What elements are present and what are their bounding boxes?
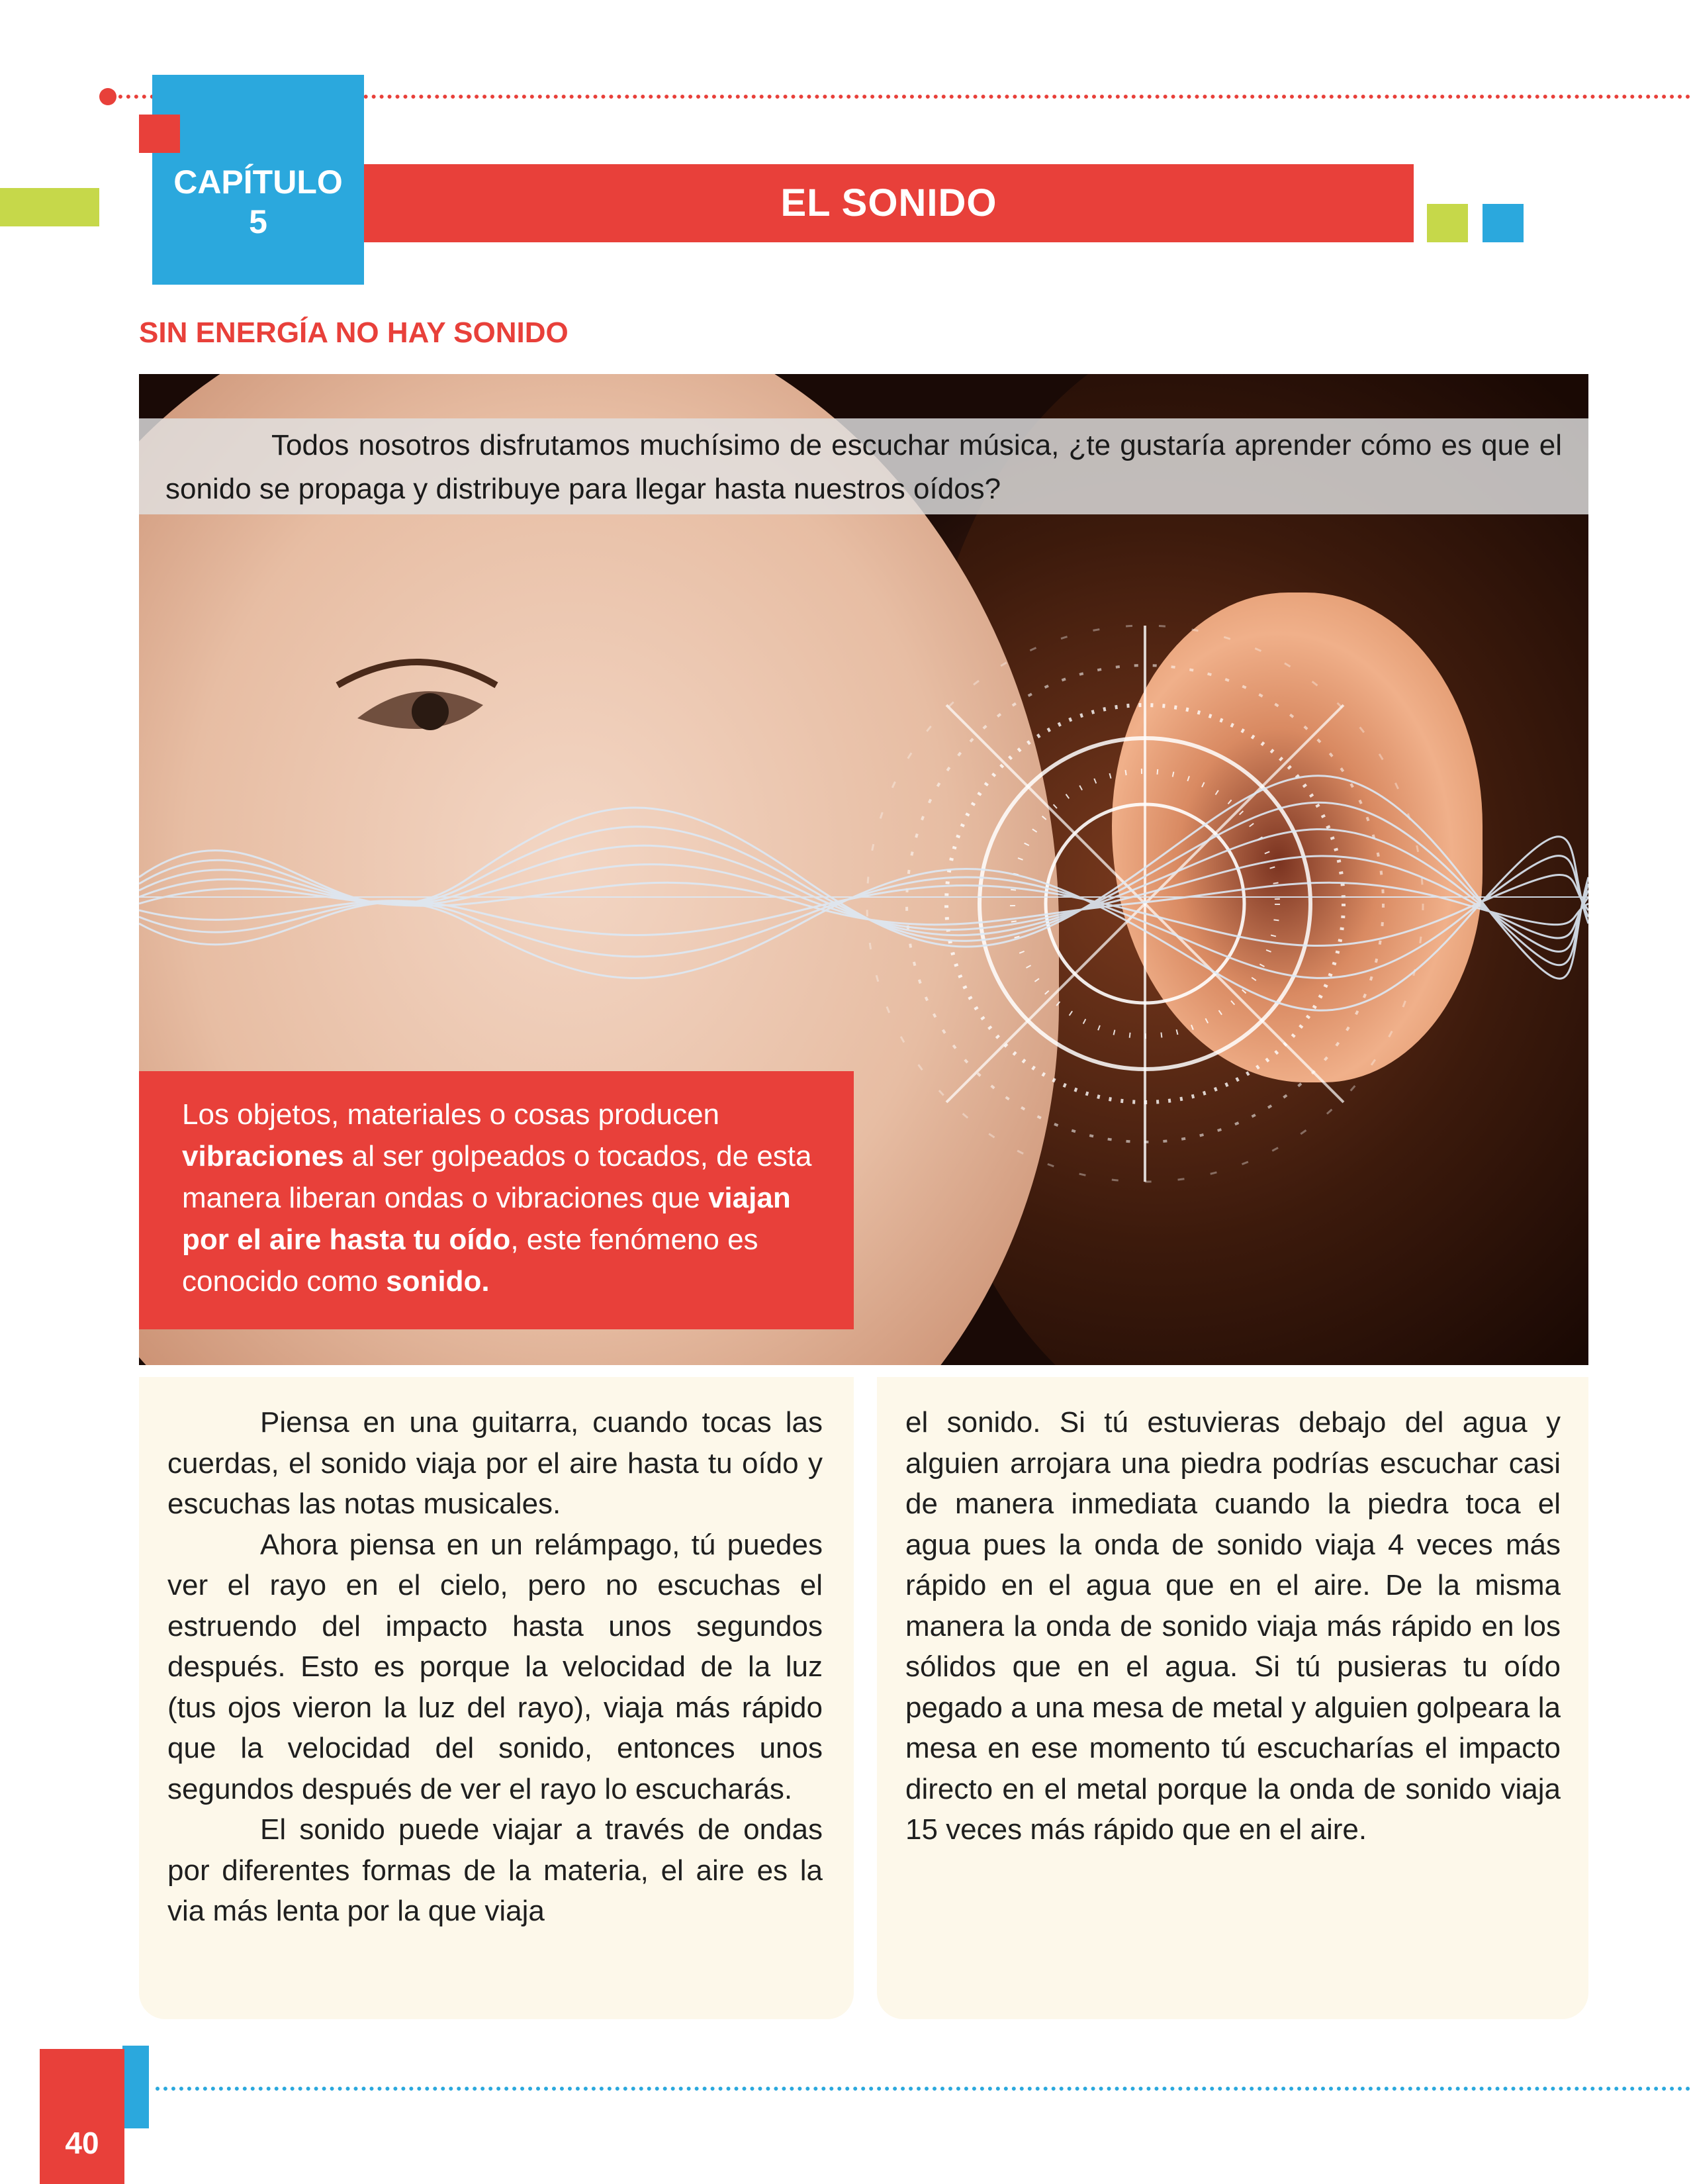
right-paragraph-1: el sonido. Si tú estuvieras debajo del agua y alguien arrojara una piedra podrías escuchar casi de manera inmediata cuando la piedra toca el agua pues la onda de sonido viaja 4 veces más rápido en el agua que en el aire. De la misma manera la onda de sonido viaja más rápido en los sólidos que en el agua. Si tú pusieras tu oído pegado a una mesa de metal y alguien golpeara la mesa en ese momento tú escucharías el impacto directo en el metal porque la onda de sonido viaja 15 veces más rápido que en el aire.: [905, 1406, 1561, 1846]
bottom-dotted-line: [156, 2087, 1691, 2091]
page-number: 40: [65, 2126, 99, 2160]
chapter-label-text: CAPÍTULO: [173, 164, 343, 201]
chapter-label: [152, 162, 364, 242]
green-accent-bar: [0, 188, 99, 226]
chapter-number: 5: [249, 203, 267, 240]
left-paragraph-2: Ahora piensa en un relámpago, tú puedes ver el rayo en el cielo, pero no escuchas el estruendo del impacto hasta unos segundos después. Esto es porque la velocidad de la luz (tus ojos vieron la luz del rayo), viaja más rápido que la velocidad del sonido, entonces unos segundos después de ver el rayo lo escucharás.: [167, 1528, 823, 1805]
chapter-title: EL SONIDO: [780, 181, 997, 224]
section-title: SIN ENERGÍA NO HAY SONIDO: [139, 316, 569, 349]
callout-text-1: Los objetos, materiales o cosas producen: [182, 1098, 720, 1131]
footer-blue-bar: [122, 2046, 149, 2128]
blue-accent-square: [1483, 204, 1524, 242]
callout-text-2: al ser golpeados o tocados, de esta manera liberan ondas o vibraciones que: [182, 1140, 812, 1214]
red-accent-square: [139, 115, 180, 153]
left-paragraph-3: El sonido puede viajar a través de ondas por diferentes formas de la materia, el aire es la via más lenta por la que viaja: [167, 1813, 823, 1927]
callout-bold-sonido: sonido.: [386, 1265, 490, 1298]
footer-red-block: [40, 2049, 124, 2184]
callout-bold-vibraciones: vibraciones: [182, 1140, 344, 1172]
left-paragraph-1: Piensa en una guitarra, cuando tocas las cuerdas, el sonido viaja por el aire hasta tu oído y escuchas las notas musicales.: [167, 1406, 823, 1520]
green-accent-square: [1427, 204, 1468, 242]
intro-paragraph: Todos nosotros disfrutamos muchísimo de escuchar música, ¿te gustaría aprender cómo es que el sonido se propaga y distribuye para llegar hasta nuestros oídos?: [165, 429, 1562, 505]
top-dot-marker: [99, 88, 116, 105]
callout-text: [182, 1094, 817, 1302]
right-column-text: [905, 1402, 1561, 1850]
left-column-text: [167, 1402, 823, 1932]
callout-text-3: , este fenómeno es conocido como: [182, 1223, 758, 1298]
callout-bold-viajan: viajan por el aire hasta tu oído: [182, 1182, 791, 1256]
